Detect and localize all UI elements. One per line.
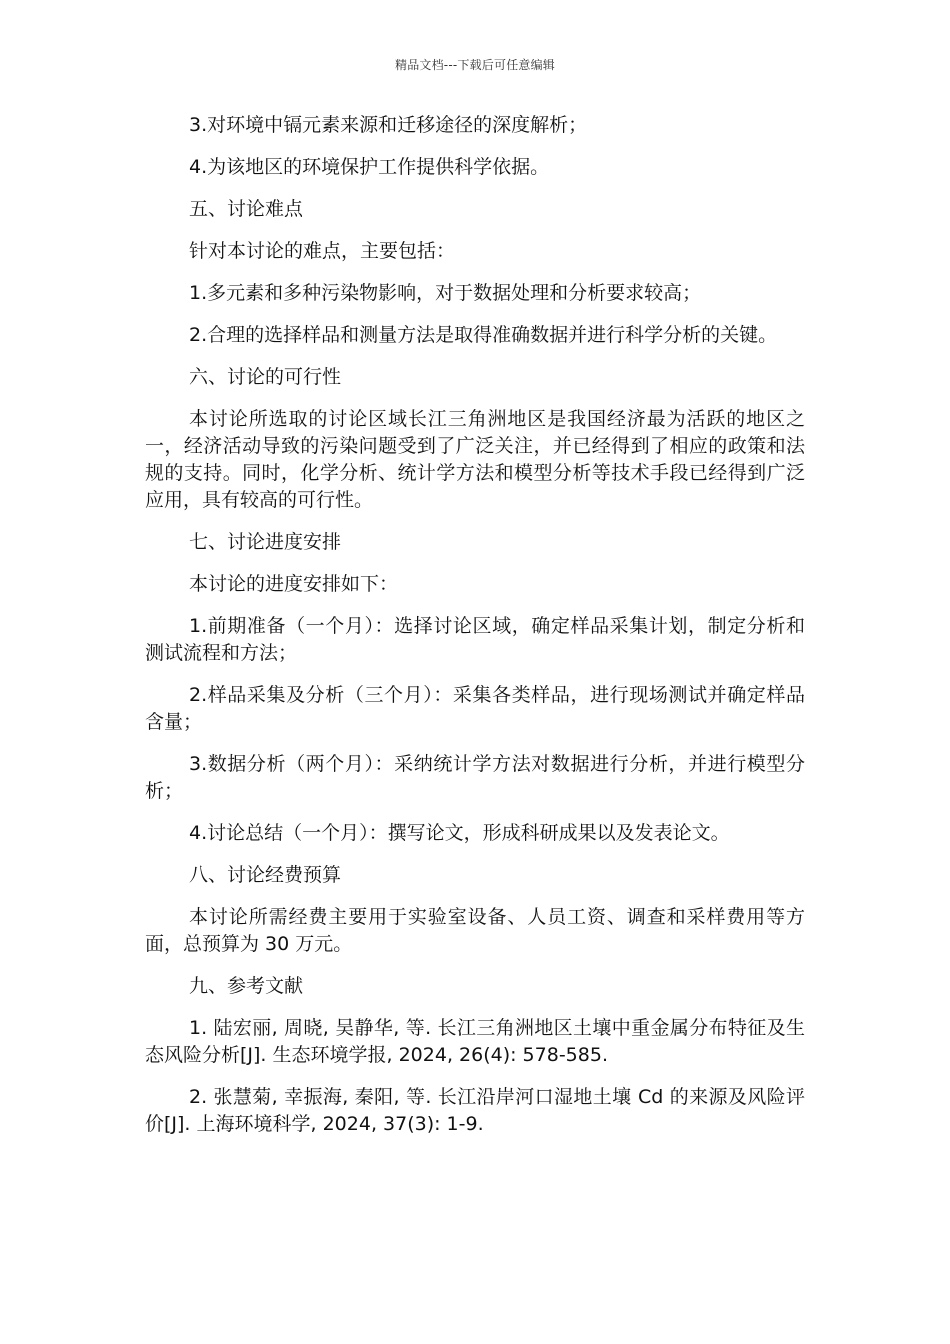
list-item-schedule-4: 4.讨论总结（一个月）：撰写论文，形成科研成果以及发表论文。 (189, 822, 730, 844)
section-heading-feasibility: 六、讨论的可行性 (189, 366, 342, 388)
list-item-objective-3: 3.对环境中镉元素来源和迁移途径的深度解析； (189, 114, 588, 136)
feasibility-paragraph: 本讨论所选取的讨论区域长江三角洲地区是我国经济最为活跃的地区之一，经济活动导致的污染问题受到了广泛关注，并已经得到了相应的政策和法规的支持。同时，化学分析、统计学方法和模型分析等技术手段已经得到广泛应用，具有较高的可行性。 (145, 408, 805, 511)
section-heading-difficulties: 五、讨论难点 (189, 198, 304, 220)
reference-item-2: 2. 张慧菊, 幸振海, 秦阳, 等. 长江沿岸河口湿地土壤 Cd 的来源及风险评价[J]. 上海环境科学, 2024, 37(3): 1-9. (145, 1086, 805, 1135)
page-header: 精品文档---下载后可任意编辑 (395, 58, 555, 72)
reference-item-1: 1. 陆宏丽, 周晓, 吴静华, 等. 长江三角洲地区土壤中重金属分布特征及生态风险分析[J]. 生态环境学报, 2024, 26(4): 578-585. (145, 1017, 805, 1066)
section-heading-references: 九、参考文献 (189, 975, 304, 997)
document-body (145, 112, 805, 1153)
budget-paragraph: 本讨论所需经费主要用于实验室设备、人员工资、调查和采样费用等方面，总预算为 30 万元。 (145, 906, 805, 955)
difficulties-intro: 针对本讨论的难点，主要包括： (189, 240, 456, 262)
list-item-schedule-3: 3.数据分析（两个月）：采纳统计学方法对数据进行分析，并进行模型分析； (145, 753, 805, 802)
list-item-schedule-2: 2.样品采集及分析（三个月）：采集各类样品，进行现场测试并确定样品含量； (145, 684, 805, 733)
section-heading-schedule: 七、讨论进度安排 (189, 531, 342, 553)
section-heading-budget: 八、讨论经费预算 (189, 864, 342, 886)
list-item-difficulty-1: 1.多元素和多种污染物影响，对于数据处理和分析要求较高； (189, 282, 702, 304)
list-item-difficulty-2: 2.合理的选择样品和测量方法是取得准确数据并进行科学分析的关键。 (189, 324, 778, 346)
list-item-schedule-1: 1.前期准备（一个月）：选择讨论区域，确定样品采集计划，制定分析和测试流程和方法； (145, 615, 805, 664)
list-item-objective-4: 4.为该地区的环境保护工作提供科学依据。 (189, 156, 550, 178)
schedule-intro: 本讨论的进度安排如下： (189, 573, 399, 595)
